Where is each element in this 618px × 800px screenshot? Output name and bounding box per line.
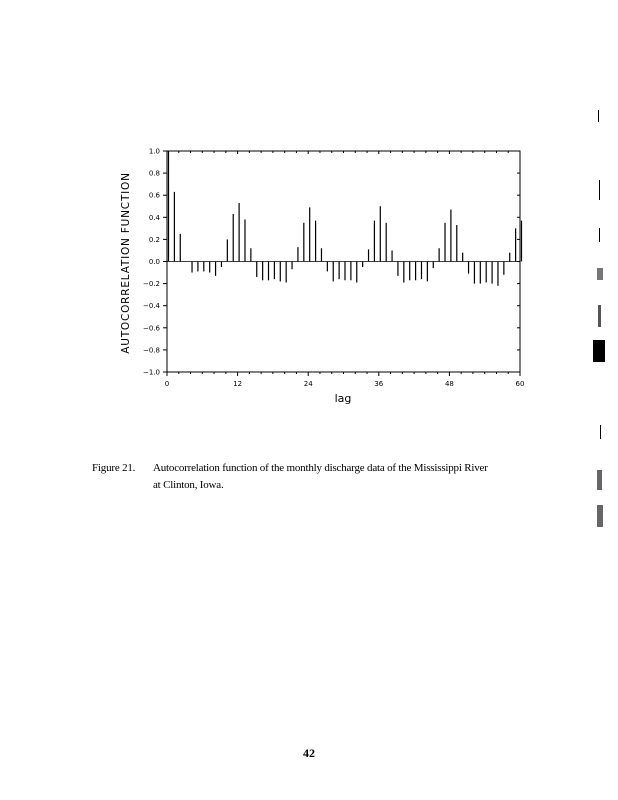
scan-artifact	[598, 110, 599, 122]
y-tick-label: 0.0	[148, 258, 160, 266]
y-axis-title: AUTOCORRELATION FUNCTION	[120, 172, 132, 354]
y-tick-label: −0.2	[143, 280, 160, 289]
x-tick-label: 24	[303, 380, 313, 388]
scan-artifact	[599, 180, 600, 200]
scan-artifact	[593, 340, 605, 362]
x-tick-label: 36	[374, 380, 384, 388]
x-tick-label: 48	[444, 380, 454, 388]
y-axis	[143, 148, 520, 377]
x-tick-label: 12	[233, 380, 243, 388]
scan-artifact	[598, 305, 601, 327]
scan-artifact	[597, 505, 603, 527]
scan-artifact	[599, 228, 600, 242]
acf-bars	[167, 151, 522, 286]
caption-label: Figure 21.	[92, 462, 136, 474]
y-tick-label: 1.0	[148, 147, 160, 156]
y-tick-label: −0.4	[143, 302, 160, 311]
x-axis-title: lag	[334, 392, 352, 405]
y-tick-label: 0.6	[148, 191, 160, 200]
y-tick-label: 0.2	[148, 235, 160, 244]
caption-line-1: Autocorrelation function of the monthly discharge data of the Mississippi River	[153, 462, 488, 474]
y-tick-label: 0.4	[148, 213, 160, 222]
x-tick-label: 0	[164, 380, 170, 388]
y-tick-label: −1.0	[143, 368, 160, 377]
scan-artifact	[597, 268, 603, 280]
figure-caption	[92, 460, 532, 494]
caption-line-2: at Clinton, Iowa.	[153, 479, 224, 491]
y-tick-label: −0.8	[143, 346, 160, 355]
page-number: 42	[303, 746, 315, 760]
y-tick-label: −0.6	[143, 324, 160, 333]
scan-artifact	[597, 470, 602, 490]
scan-artifact	[600, 425, 601, 439]
y-tick-label: 0.8	[148, 169, 160, 178]
x-tick-label: 60	[515, 380, 525, 388]
